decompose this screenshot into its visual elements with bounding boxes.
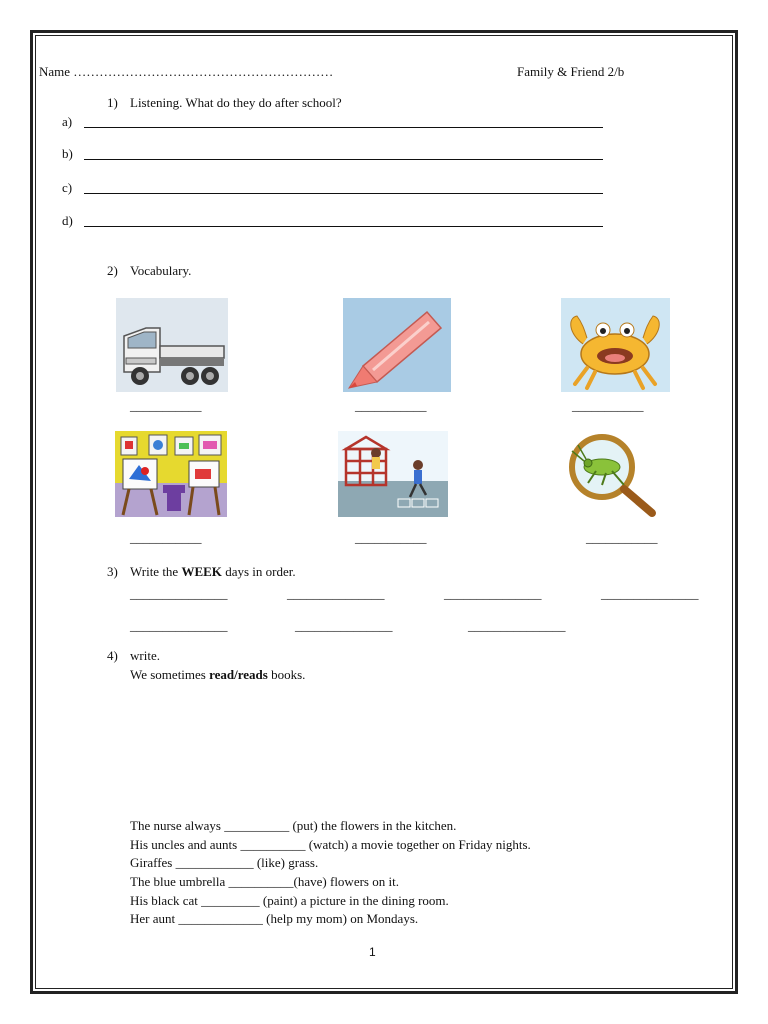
- q1-answer-line-b[interactable]: [84, 159, 603, 160]
- q2-blank-crab[interactable]: ___________: [572, 398, 644, 413]
- name-label: Name ……………………………………………………: [39, 64, 334, 79]
- q4-sentence-1[interactable]: The nurse always __________ (put) the flowers in the kitchen.: [130, 818, 457, 833]
- q1-answer-line-a[interactable]: [84, 127, 603, 128]
- q1-answer-line-c[interactable]: [84, 193, 603, 194]
- q4-example: We sometimes read/reads books.: [130, 667, 306, 682]
- q4-sentence-3[interactable]: Giraffes ____________ (like) grass.: [130, 855, 319, 870]
- magnifier-grasshopper-picture: [566, 431, 658, 517]
- q2-blank-painting[interactable]: ___________: [130, 530, 202, 545]
- q3-blank-1[interactable]: _______________: [130, 586, 228, 601]
- q1-item-d-label: d): [62, 213, 73, 228]
- q4-sentence-2[interactable]: His uncles and aunts __________ (watch) a movie together on Friday nights.: [130, 837, 531, 852]
- q3-blank-6[interactable]: _______________: [295, 618, 393, 633]
- q1-item-c-label: c): [62, 180, 73, 195]
- q1-answer-line-d[interactable]: [84, 226, 603, 227]
- q2-number: 2): [107, 263, 118, 278]
- playground-picture: [338, 431, 448, 517]
- crab-picture: [561, 298, 670, 392]
- q3-blank-2[interactable]: _______________: [287, 586, 385, 601]
- q1-item-a-label: a): [62, 114, 73, 129]
- name-dots: ……………………………………………………: [73, 64, 334, 79]
- q3-blank-3[interactable]: _______________: [444, 586, 542, 601]
- page-number: 1: [369, 945, 376, 959]
- q1-number: 1): [107, 95, 118, 110]
- q2-blank-crayon[interactable]: ___________: [355, 398, 427, 413]
- truck-picture: [116, 298, 228, 392]
- q2-blank-playground[interactable]: ___________: [355, 530, 427, 545]
- painting-room-picture: [115, 431, 227, 517]
- q4-sentence-4[interactable]: The blue umbrella __________(have) flowers on it.: [130, 874, 399, 889]
- q2-blank-magnifier[interactable]: ___________: [586, 530, 658, 545]
- course-title: Family & Friend 2/b: [517, 64, 625, 79]
- q2-text: Vocabulary.: [130, 263, 192, 278]
- q3-text: Write the WEEK days in order.: [130, 564, 296, 579]
- q3-blank-7[interactable]: _______________: [468, 618, 566, 633]
- q3-blank-5[interactable]: _______________: [130, 618, 228, 633]
- q3-text-bold: WEEK: [181, 564, 222, 579]
- q4-sentence-6[interactable]: Her aunt _____________ (help my mom) on Mondays.: [130, 911, 419, 926]
- q4-sentence-5[interactable]: His black cat _________ (paint) a picture in the dining room.: [130, 893, 449, 908]
- q4-text: write.: [130, 648, 160, 663]
- q2-blank-truck[interactable]: ___________: [130, 398, 202, 413]
- q1-item-b-label: b): [62, 146, 73, 161]
- q4-number: 4): [107, 648, 118, 663]
- q3-number: 3): [107, 564, 118, 579]
- q3-blank-4[interactable]: _______________: [601, 586, 699, 601]
- q1-text: Listening. What do they do after school?: [130, 95, 342, 110]
- q4-example-bold: read/reads: [209, 667, 268, 682]
- crayon-picture: [343, 298, 451, 392]
